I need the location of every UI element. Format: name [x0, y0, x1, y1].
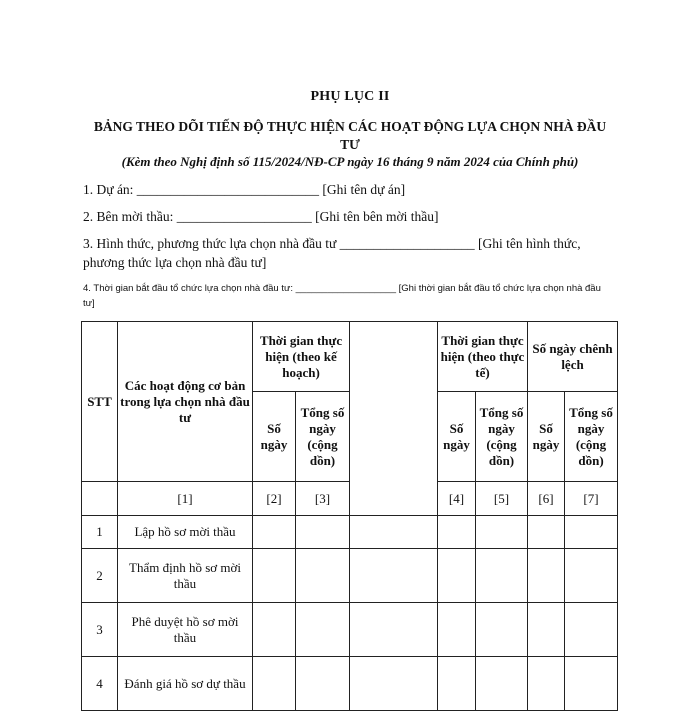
document-subtitle: BẢNG THEO DÕI TIẾN ĐỘ THỰC HIỆN CÁC HOẠT ĐỘNG LỰA CHỌN NHÀ ĐẦU TƯ: [93, 119, 607, 152]
header-stt: STT: [82, 322, 118, 482]
code-cell: [3]: [296, 482, 350, 516]
page-title: PHỤ LỤC II: [310, 89, 390, 104]
row-activity: Lập hồ sơ mời thầu: [118, 516, 253, 549]
row-stt: 4: [82, 657, 118, 711]
header-actual-days: Số ngày: [438, 392, 476, 482]
code-cell: [1]: [118, 482, 253, 516]
table-row: [82, 603, 618, 657]
table-row: [82, 516, 618, 549]
start-time-field: 4. Thời gian bắt đầu tổ chức lựa chọn nhà đầu tư: ___________________ [Ghi thời gian bắt đầu tổ chức lựa chọn nhà đầu tư]: [83, 283, 601, 309]
row-activity: Phê duyệt hồ sơ mời thầu: [118, 603, 253, 657]
header-row-top: [82, 322, 618, 392]
header-diff-total: Tổng số ngày (cộng dồn): [565, 392, 618, 482]
header-actual-total: Tổng số ngày (cộng dồn): [476, 392, 528, 482]
table-row: [82, 549, 618, 603]
code-cell: [4]: [438, 482, 476, 516]
row-activity: Thẩm định hồ sơ mời thầu: [118, 549, 253, 603]
row-stt: 3: [82, 603, 118, 657]
code-cell: [2]: [253, 482, 296, 516]
header-plan-days: Số ngày: [253, 392, 296, 482]
code-cell-blank: [82, 482, 118, 516]
code-cell: [6]: [528, 482, 565, 516]
row-activity: Đánh giá hồ sơ dự thầu: [118, 657, 253, 711]
table-row: [82, 657, 618, 711]
header-diff-days: Số ngày: [528, 392, 565, 482]
header-activities: Các hoạt động cơ bản trong lựa chọn nhà đầu tư: [118, 322, 253, 482]
selection-method-field: 3. Hình thức, phương thức lựa chọn nhà đầu tư ____________________ [Ghi tên hình thức, phương thức lựa chọn nhà đầu tư]: [83, 236, 581, 270]
progress-table: [81, 321, 618, 711]
project-field: 1. Dự án: ___________________________ [Ghi tên dự án]: [83, 182, 406, 197]
code-cell: [7]: [565, 482, 618, 516]
row-stt: 2: [82, 549, 118, 603]
code-cell: [5]: [476, 482, 528, 516]
header-blank-column: [350, 322, 438, 516]
header-actual-group: Thời gian thực hiện (theo thực tế): [438, 322, 528, 392]
inviting-party-field: 2. Bên mời thầu: ____________________ [Ghi tên bên mời thầu]: [83, 209, 439, 224]
row-stt: 1: [82, 516, 118, 549]
decree-reference: (Kèm theo Nghị định số 115/2024/NĐ-CP ngày 16 tháng 9 năm 2024 của Chính phủ): [121, 154, 579, 169]
header-plan-group: Thời gian thực hiện (theo kế hoạch): [253, 322, 350, 392]
header-plan-total: Tổng số ngày (cộng dồn): [296, 392, 350, 482]
header-diff-group: Số ngày chênh lệch: [528, 322, 618, 392]
